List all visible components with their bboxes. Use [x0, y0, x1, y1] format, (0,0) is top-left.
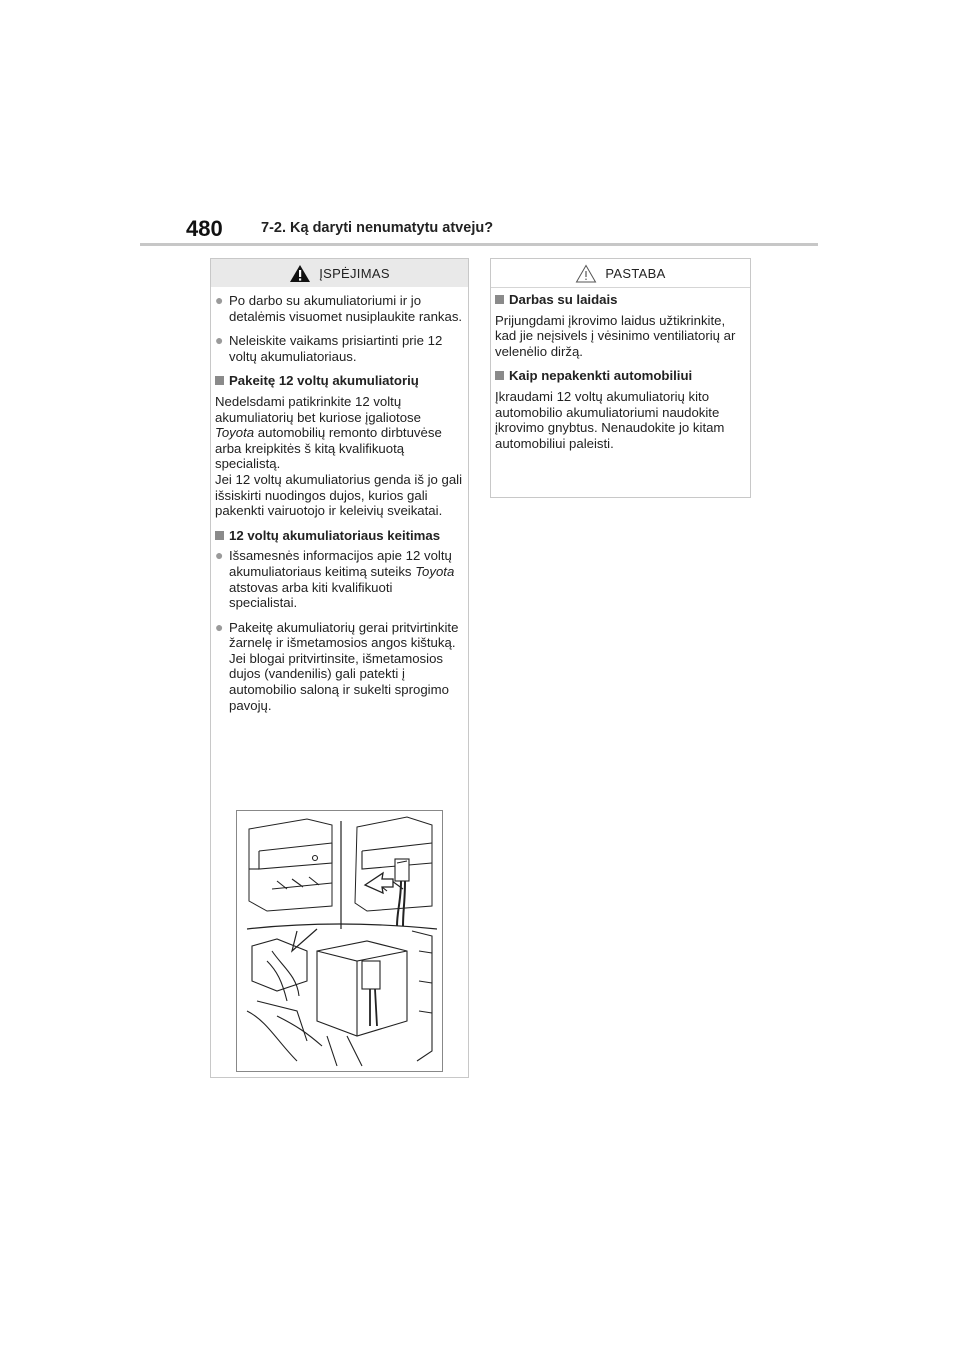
- note-body: [491, 288, 750, 451]
- warning-triangle-icon: [289, 264, 311, 283]
- note-header: [491, 259, 750, 288]
- warning-box: [210, 258, 469, 1078]
- page-number: 480: [186, 216, 223, 241]
- subheading: Darbas su laidais: [495, 292, 745, 308]
- bullet-dot-icon: ●: [215, 547, 224, 564]
- paragraph: Prijungdami įkrovimo laidus užtikrinkite, kad jie neįsivels į vėsinimo ventiliatorių ar velenėlio diržą.: [495, 312, 736, 359]
- note-box: [490, 258, 751, 498]
- subheading: Kaip nepakenkti automobiliui: [495, 368, 745, 384]
- battery-hose-illustration: [237, 811, 442, 1071]
- bullet-dot-icon: ●: [215, 332, 224, 349]
- battery-illustration: [236, 810, 443, 1072]
- list-item: ● Po darbo su akumuliatoriumi ir jo detalėmis visuomet nusiplaukite rankas.: [215, 292, 463, 324]
- brand-name: Toyota: [415, 563, 455, 579]
- square-bullet-icon: [215, 528, 229, 544]
- warning-header: [211, 259, 468, 287]
- subheading: Pakeitę 12 voltų akumuliatorių: [215, 373, 463, 389]
- caution-outline-icon: [575, 264, 597, 283]
- square-bullet-icon: [495, 368, 509, 384]
- subheading: 12 voltų akumuliatoriaus keitimas: [215, 528, 463, 544]
- square-bullet-icon: [215, 373, 229, 389]
- bullet-dot-icon: ●: [215, 292, 224, 308]
- square-bullet-icon: [495, 292, 509, 308]
- list-item: ● Pakeitę akumuliatorių gerai pritvirtinkite žarnelę ir išmetamosios angos kištuką. Jei blogai pritvirtinsite, išmetamosios dujos (vandenilis) gali patekti į automobilio saloną ir sukelti sprogimo pavojų.: [215, 618, 459, 713]
- paragraph: Įkraudami 12 voltų akumuliatorių kito automobilio akumuliatoriumi naudokite įkrovimo gnybtus. Nenaudokite jo kitam automobiliui paleisti.: [495, 388, 725, 451]
- list-item: ● Išsamesnės informacijos apie 12 voltų akumuliatoriaus keitimą suteiks Toyota atstovas arba kiti kvalifikuoti specialistai.: [215, 547, 455, 611]
- header-rule: [140, 243, 818, 246]
- warning-title: ĮSPĖJIMAS: [319, 265, 390, 281]
- paragraph: Nedelsdami patikrinkite 12 voltų akumuliatorių bet kuriose įgaliotose Toyota automobilių remonto dirbtuvėse arba kreipkitės š kitą kvalifikuotą specialistą. Jei 12 voltų akumuliatorius genda iš jo gali išsiskirti nuodingos dujos, kurios gali pakenkti vairuotojo ir keleivių sveikatai.: [215, 393, 463, 519]
- note-title: PASTABA: [605, 265, 666, 281]
- warning-body: [211, 287, 468, 713]
- bullet-dot-icon: ●: [215, 618, 224, 635]
- list-item: ● Neleiskite vaikams prisiartinti prie 12 voltų akumuliatoriaus.: [215, 332, 443, 364]
- brand-name: Toyota: [215, 425, 255, 441]
- section-title: 7-2. Ką daryti nenumatytu atveju?: [261, 220, 494, 236]
